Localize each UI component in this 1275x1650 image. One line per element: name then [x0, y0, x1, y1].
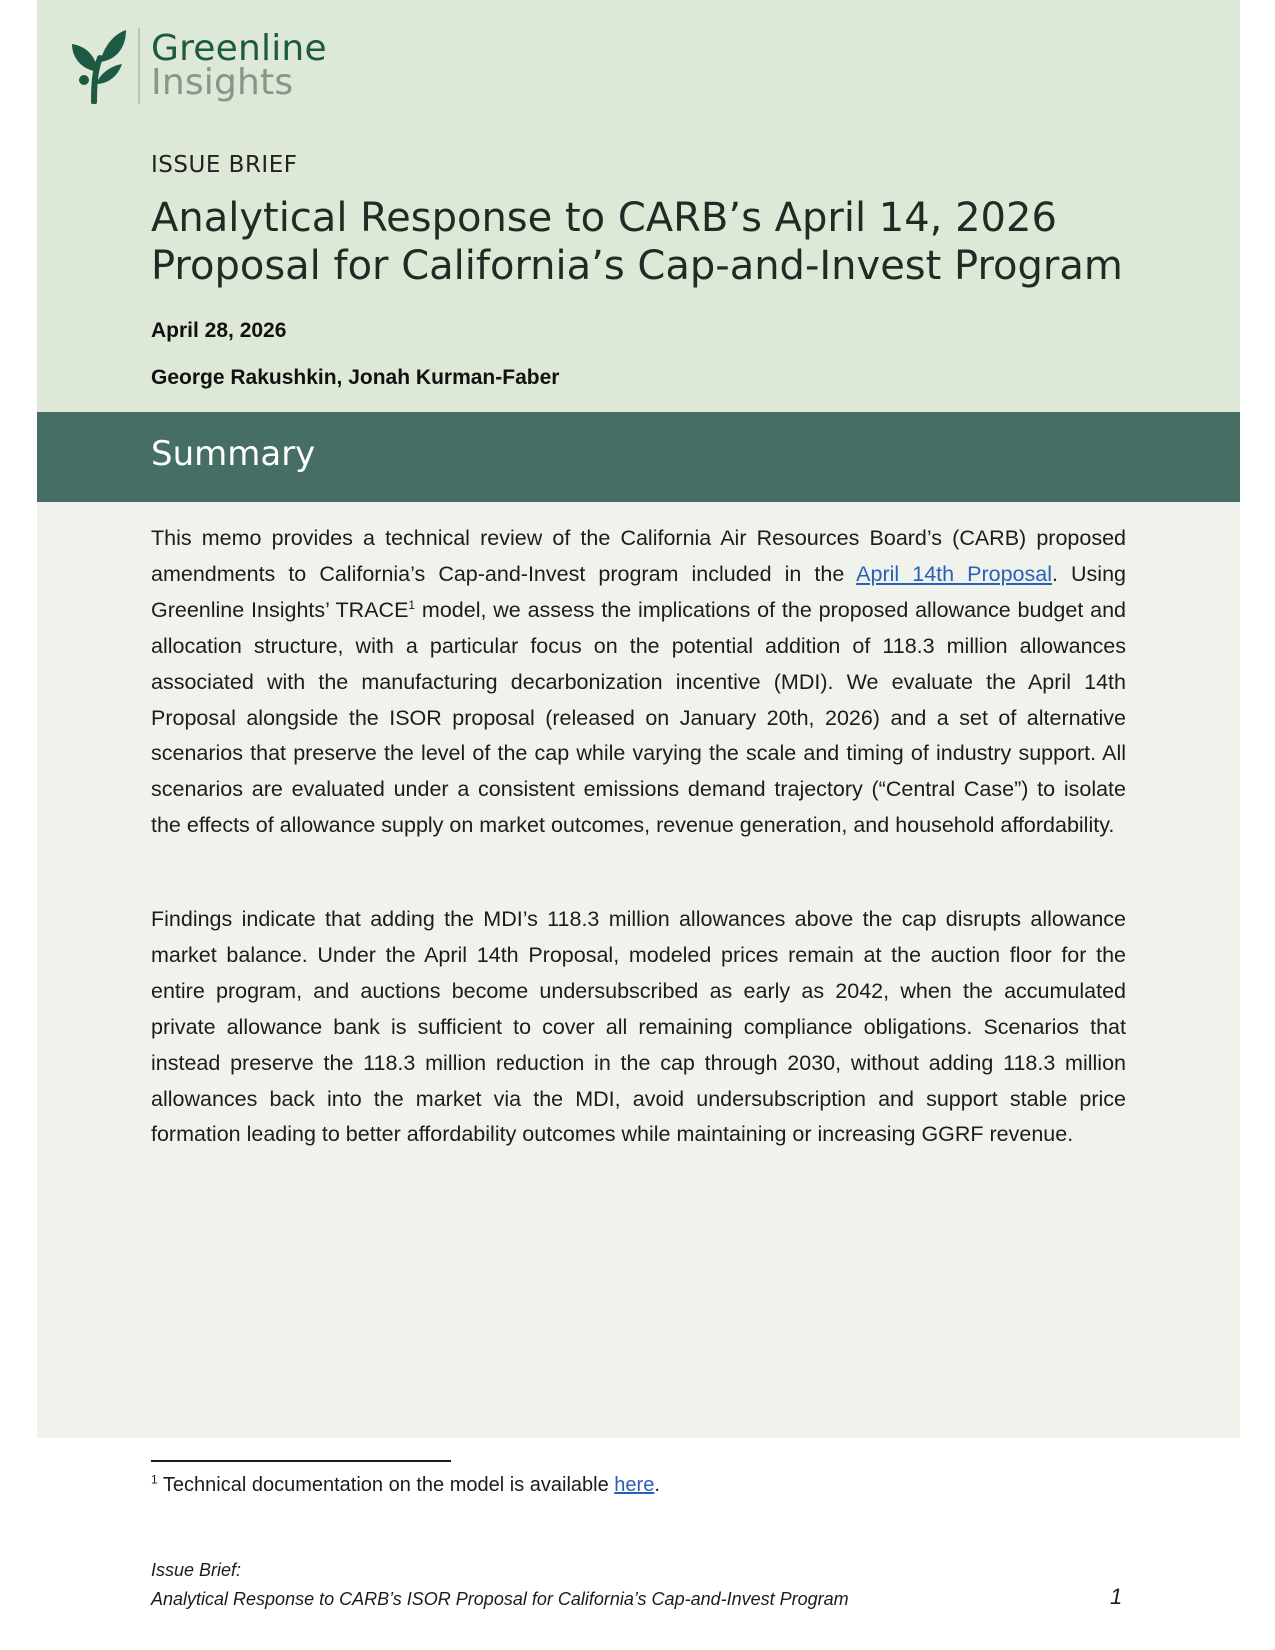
page-number: 1: [1110, 1584, 1123, 1609]
footnote-1: [151, 1474, 660, 1497]
summary-heading: Summary: [151, 434, 316, 474]
summary-paragraph-1-text-b: . Using Greenline Insights’ TRACE: [151, 561, 1126, 622]
footnote-text: Technical documentation on the model is available: [157, 1474, 615, 1496]
document-kicker: ISSUE BRIEF: [151, 152, 298, 178]
summary-section-bar: [37, 412, 1240, 502]
footnote-reference-1: 1: [408, 597, 416, 612]
summary-paragraph-2: Findings indicate that adding the MDI’s 118.3 million allowances above the cap disrupts allowance market balance. Under the April 14th Proposal, modeled prices remain at the auction floor for the entire program, and auctions become undersubscribed as early as 2042, when the accumulated private allowance bank is sufficient to cover all remaining compliance obligations. Scenarios that instead preserve the 118.3 million reduction in the cap through 2030, without adding 118.3 million allowances back into the market via the MDI, avoid undersubscription and support stable price formation leading to better affordability outcomes while maintaining or increasing GGRF revenue.: [151, 907, 1126, 1147]
footnote-number: 1: [151, 1472, 158, 1487]
authors: George Rakushkin, Jonah Kurman-Faber: [151, 366, 560, 389]
footer-label: Issue Brief:: [151, 1560, 242, 1580]
logo: [64, 26, 364, 106]
april-14th-proposal-link[interactable]: April 14th Proposal: [856, 561, 1052, 586]
document-title-line-2: Proposal for California’s Cap-and-Invest Program: [151, 243, 1123, 289]
document-title: [151, 194, 1151, 290]
footer-title: Analytical Response to CARB’s ISOR Proposal for California’s Cap-and-Invest Program: [151, 1589, 849, 1609]
model-documentation-link[interactable]: here: [614, 1474, 655, 1496]
summary-paragraph-1-text-a: This memo provides a technical review of the California Air Resources Board’s (CARB) proposed amendments to California’s Cap-and-Invest program included in the: [151, 526, 1126, 586]
logo-wordmark-greenline: Greenline: [151, 28, 327, 69]
document-title-line-1: Analytical Response to CARB’s April 14, 2026: [151, 195, 1057, 241]
publication-date: April 28, 2026: [151, 319, 287, 342]
footnote-end: .: [654, 1474, 660, 1496]
logo-wordmark-insights: Insights: [151, 62, 294, 103]
footnote-divider: [151, 1460, 451, 1462]
logo-divider: [138, 28, 140, 104]
summary-paragraph-1-text-c: model, we assess the implications of the proposed allowance budget and allocation structure, with a particular focus on the potential addition of 118.3 million allowances associated with the manufacturing decarbonization incentive (MDI). We evaluate the April 14th Proposal alongside the ISOR proposal (released on January 20th, 2026) and a set of alternative scenarios that preserve the level of the cap while varying the scale and timing of industry support. All scenarios are evaluated under a consistent emissions demand trajectory (“Central Case”) to isolate the effects of allowance supply on market outcomes, revenue generation, and household affordability.: [151, 597, 1126, 838]
summary-paragraph-1: [151, 521, 1126, 844]
greenline-leaf-logo-icon: [64, 28, 130, 104]
